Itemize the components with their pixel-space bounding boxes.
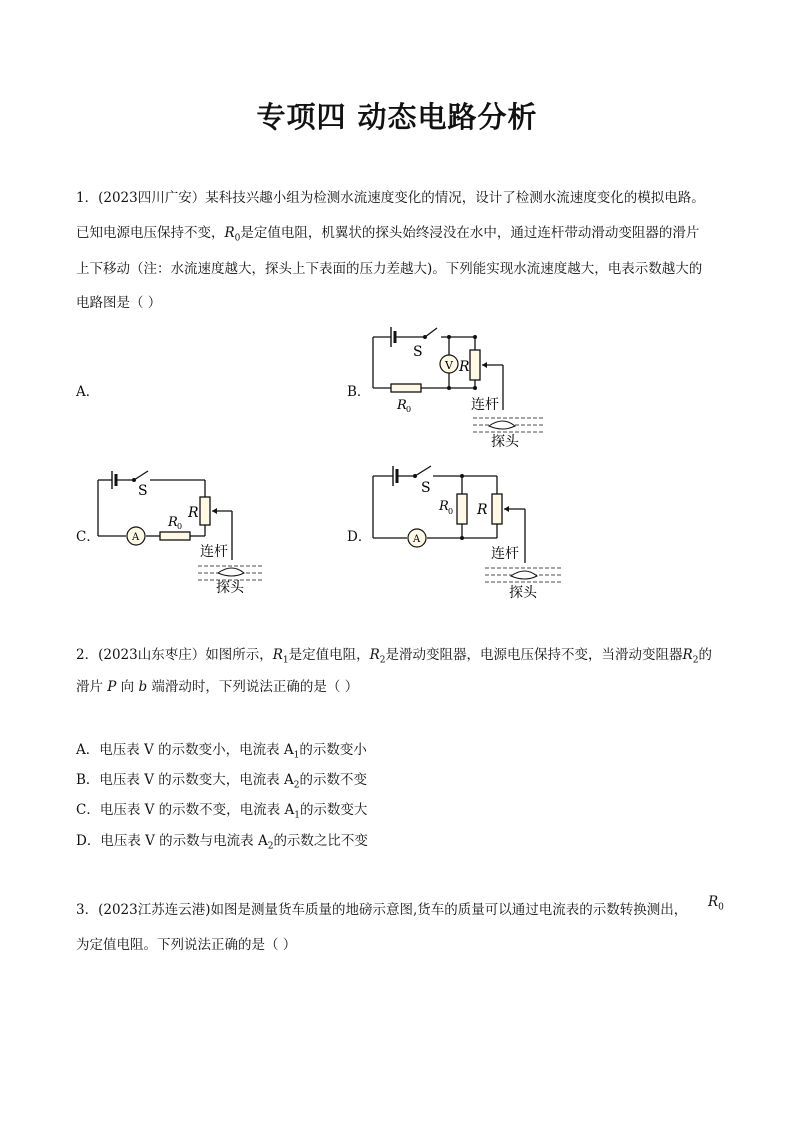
q2-choice-d[interactable] (76, 829, 368, 852)
q1-line-2 (76, 221, 699, 244)
ammeter-symbol: A (413, 534, 421, 545)
fixed-resistor-label: R (168, 515, 178, 530)
q2-line-1-c: 是滑动变阻器，电源电压保持不变，当滑动变阻器 (385, 647, 683, 663)
q2-line-2-b: 向 (116, 679, 139, 695)
q2-choice-b-sub: 2 (293, 780, 300, 791)
circuit-d-diagram (365, 458, 565, 603)
q2-choice-a-end: 的示数变小 (299, 742, 367, 758)
q2-choice-c-end: 的示数变大 (299, 802, 368, 818)
q1-option-d-label[interactable]: D． (347, 529, 372, 545)
rheostat-label: R (477, 502, 488, 518)
q2-choice-c-text: C．电压表 V 的示数不变，电流表 A (76, 802, 295, 818)
q2-choice-c[interactable] (76, 798, 367, 821)
q1-r0-sub: 0 (234, 233, 241, 244)
q2-line-2 (76, 675, 358, 695)
switch-label: S (138, 483, 148, 499)
q3-line-2: 为定值电阻。下列说法正确的是（ ） (76, 937, 297, 953)
q1-line-2-a: 已知电源电压保持不变， (76, 225, 225, 241)
switch-label: S (421, 480, 431, 496)
q1-line-2-c: 是定值电阻，机翼状的探头始终浸没在水中，通过连杆带动滑动变阻器的滑片 (240, 225, 700, 241)
probe-label: 探头 (509, 585, 537, 601)
switch-label: S (413, 344, 423, 360)
probe-label: 探头 (216, 580, 244, 596)
q2-r2b-sub: 2 (692, 655, 699, 666)
q2-r1-sub: 1 (282, 655, 289, 666)
q2-choice-d-end: 的示数之比不变 (273, 833, 368, 849)
rheostat-label: R (188, 505, 199, 521)
q2-p-symbol: P (107, 679, 117, 695)
q2-choice-a[interactable] (76, 738, 367, 761)
q2-choice-d-text: D．电压表 V 的示数与电流表 A (76, 833, 268, 849)
q1-option-a-label[interactable]: A． (76, 384, 100, 400)
probe-label: 探头 (491, 434, 519, 450)
q2-choice-b-end: 的示数不变 (299, 772, 368, 788)
rod-label: 连杆 (471, 397, 499, 413)
ammeter-symbol: A (132, 532, 140, 543)
q3-r0-sub: 0 (718, 902, 724, 913)
page-title: 专项四 动态电路分析 (256, 100, 538, 134)
q2-b-symbol: b (138, 679, 148, 695)
q2-r2b-symbol: R (682, 647, 693, 663)
rheostat-label: R (459, 359, 470, 375)
q2-choice-a-sub: 1 (293, 750, 300, 761)
fixed-resistor-sub: 0 (177, 522, 183, 531)
circuit-c-diagram (90, 465, 270, 597)
q3-r0-symbol: R (708, 894, 719, 910)
q2-line-1-d: 的 (698, 647, 712, 663)
rod-label: 连杆 (491, 546, 519, 562)
q1-line-3: 上下移动（注：水流速度越大，探头上下表面的压力差越大)。下列能实现水流速度越大，电表示数越大的 (76, 261, 703, 277)
voltmeter-symbol: V (445, 359, 453, 372)
q3-line-1-text: 3．(2023江苏连云港)如图是测量货车质量的地磅示意图,货车的质量可以通过电流表的示数转换测出， (76, 902, 688, 918)
rod-label: 连杆 (200, 544, 228, 560)
circuit-b-diagram (365, 318, 565, 450)
q1-line-1: 1．(2023四川广安）某科技兴趣小组为检测水流速度变化的情况，设计了检测水流速度变化的模拟电路。 (76, 190, 705, 206)
q2-choice-d-sub: 2 (267, 841, 274, 852)
fixed-resistor-label: R (397, 398, 407, 413)
fixed-resistor-sub: 0 (406, 405, 412, 414)
q2-line-1 (76, 643, 712, 666)
q2-line-1-a: 2．(2023山东枣庄）如图所示， (76, 647, 273, 663)
q2-r2-symbol: R (369, 647, 380, 663)
q2-line-2-a: 滑片 (76, 679, 108, 695)
q2-choice-b[interactable] (76, 768, 367, 791)
q2-r1-symbol: R (272, 647, 283, 663)
q2-line-1-b: 是定值电阻， (288, 647, 370, 663)
q2-choice-b-text: B．电压表 V 的示数变大，电流表 A (76, 772, 294, 788)
q1-option-c-label[interactable]: C． (76, 529, 100, 545)
fixed-resistor-label: R (439, 499, 449, 514)
q2-choice-a-text: A．电压表 V 的示数变小，电流表 A (76, 742, 294, 758)
q3-r0 (708, 894, 724, 913)
fixed-resistor-sub: 0 (448, 507, 454, 516)
q2-line-2-c: 端滑动时，下列说法正确的是（ ） (147, 679, 359, 695)
q1-option-b-label[interactable]: B． (347, 384, 371, 400)
q1-line-4: 电路图是（ ） (76, 295, 162, 311)
q2-choice-c-sub: 1 (294, 810, 300, 821)
q2-r2-sub: 2 (379, 655, 386, 666)
q3-line-1 (76, 894, 724, 918)
q1-r0-symbol: R (224, 225, 235, 241)
